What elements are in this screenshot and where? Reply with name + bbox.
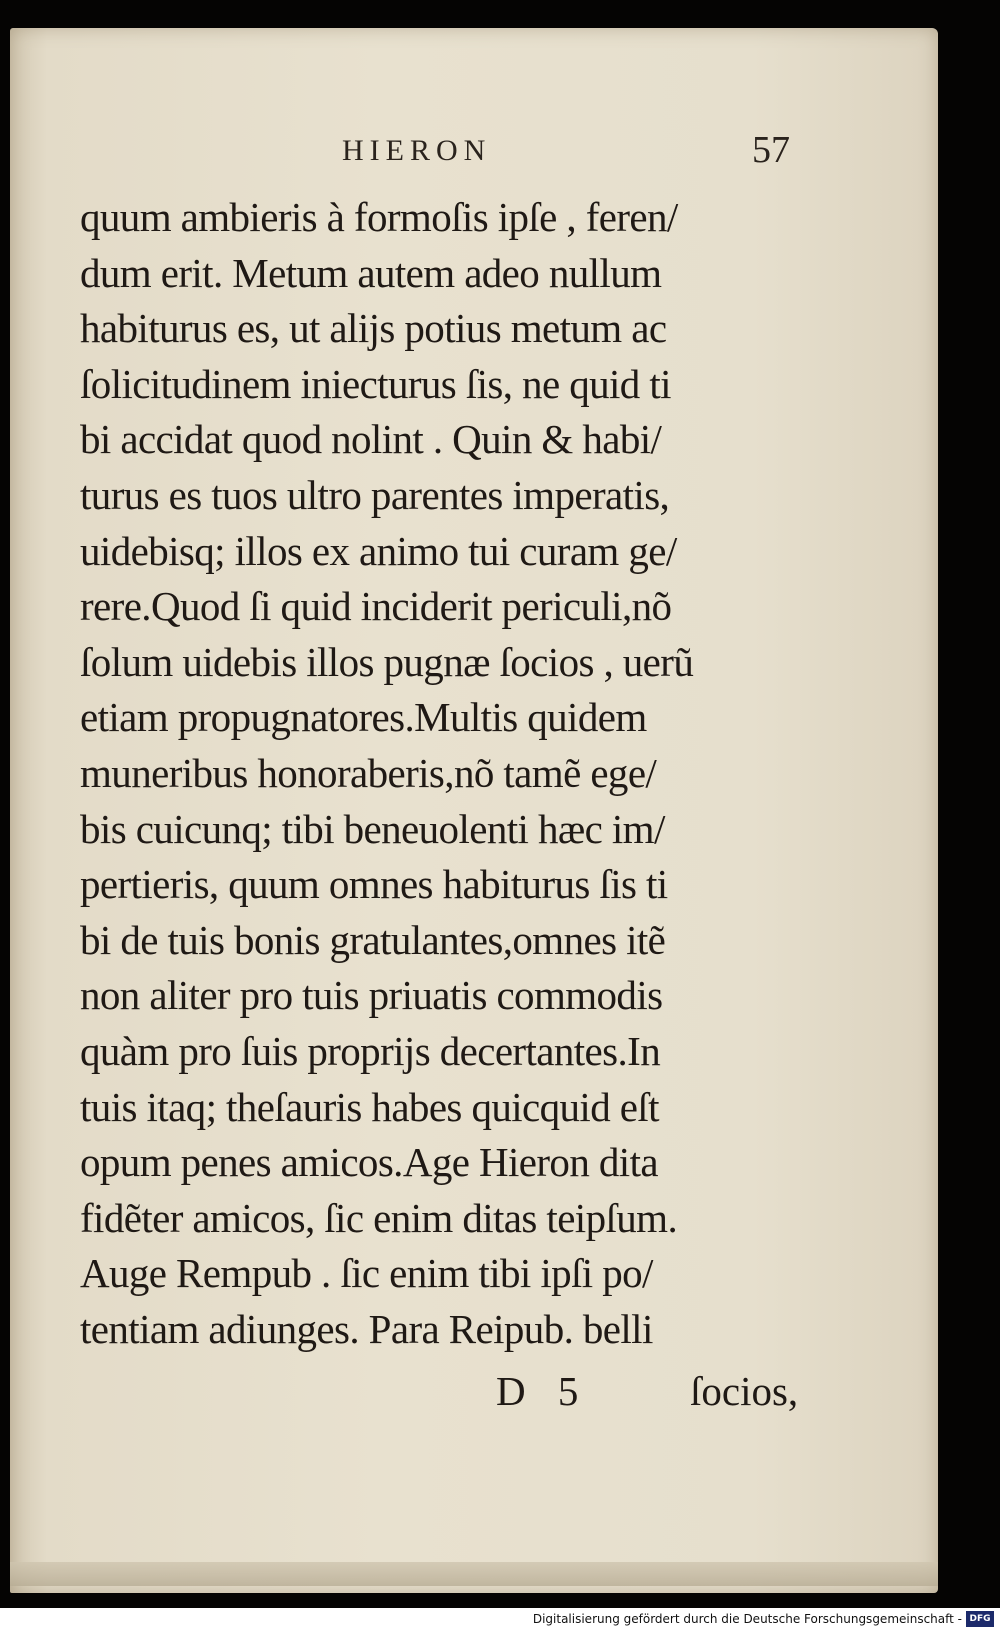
text-line: turus es tuos ultro parentes imperatis, [80, 471, 670, 518]
text-line: etiam propugnatores.Multis quidem [80, 694, 647, 741]
text-line: tentiam adiunges. Para Reipub. belli [80, 1305, 653, 1352]
text-line: quàm pro ſuis proprijs decertantes.In [80, 1027, 661, 1074]
text-line: bis cuicunq; tibi beneuolenti hæc im/ [80, 805, 665, 852]
catchword: ſocios, [690, 1368, 799, 1414]
text-line: rere.Quod ſi quid inciderit periculi,nõ [80, 583, 672, 630]
text-line: bi de tuis bonis gratulantes,omnes itẽ [80, 916, 666, 963]
running-head-title: HIERON [342, 134, 492, 167]
text-line: non aliter pro tuis priuatis commodis [80, 972, 663, 1019]
footer-credit: Digitalisierung gefördert durch die Deutsche Forschungsgemeinschaft - [532, 1612, 962, 1626]
signature-line [0, 1367, 1000, 1423]
digitization-footer [0, 1608, 1000, 1631]
text-line: fidẽter amicos, ſic enim ditas teipſum. [80, 1194, 678, 1241]
page-number: 57 [752, 129, 790, 171]
page-bottom-edge [10, 1562, 938, 1586]
dfg-logo-icon: DFG [966, 1611, 994, 1627]
signature-mark: D 5 [496, 1368, 579, 1414]
text-line: opum penes amicos.Age Hieron dita [80, 1139, 658, 1186]
text-line: pertieris, quum omnes habiturus ſis ti [80, 861, 668, 908]
text-line: ſolum uidebis illos pugnæ ſocios , uerũ [80, 638, 694, 685]
text-line: muneribus honoraberis,nõ tamẽ ege/ [80, 749, 657, 796]
text-line: habiturus es, ut alijs potius metum ac [80, 305, 667, 352]
text-line: bi accidat quod nolint . Quin & habi/ [80, 416, 662, 463]
text-line: uidebisq; illos ex animo tui curam ge/ [80, 527, 677, 574]
text-line: tuis itaq; theſauris habes quicquid eſt [80, 1083, 659, 1130]
body-text [80, 190, 820, 1357]
running-head [0, 129, 1000, 174]
text-line: ſolicitudinem iniecturus ſis, ne quid ti [80, 360, 671, 407]
text-line: Auge Rempub . ſic enim tibi ipſi po/ [80, 1250, 653, 1297]
text-line: dum erit. Metum autem adeo nullum [80, 249, 662, 296]
text-line: quum ambieris à formoſis ipſe , feren/ [80, 194, 678, 240]
